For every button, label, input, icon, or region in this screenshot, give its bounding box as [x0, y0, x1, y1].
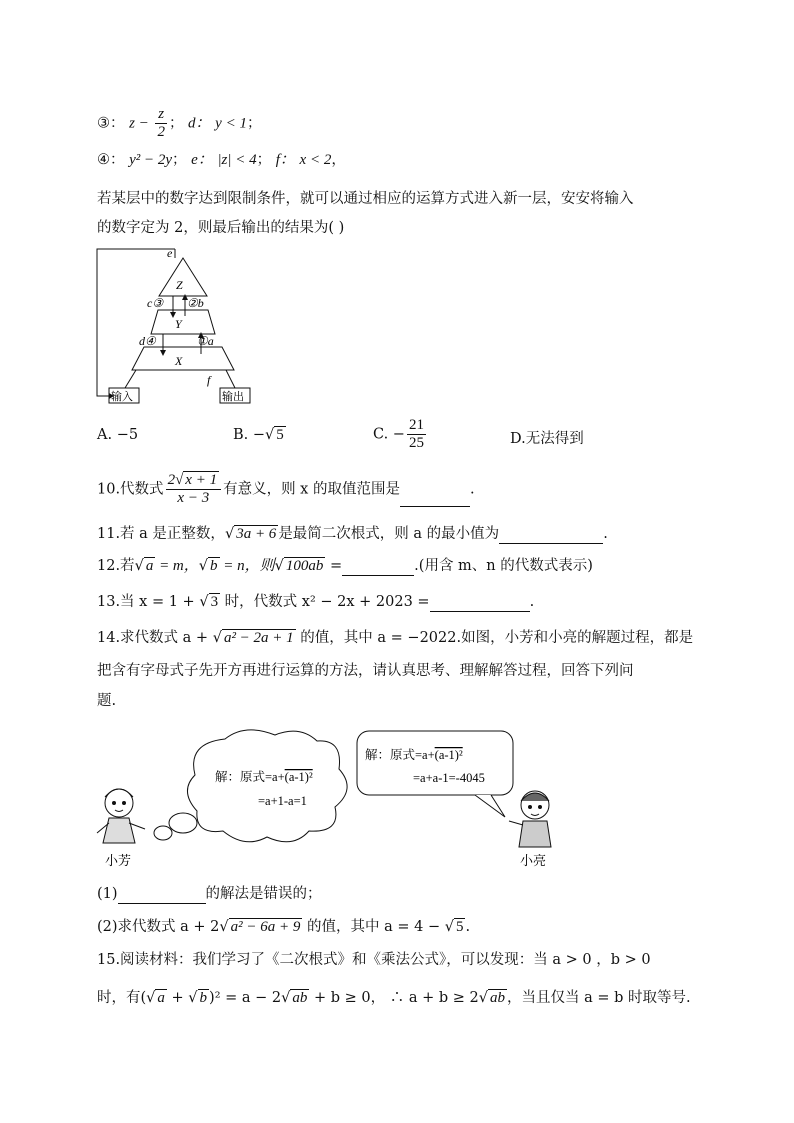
trapezoid-y [151, 310, 215, 334]
choice-c[interactable]: C. − $\frac{21}{25}$ [373, 417, 424, 451]
q14-line3: 题. [97, 693, 117, 709]
q15-line1: 15.阅读材料：我们学习了《二次根式》和《乘法公式》，可以发现：当 a > 0 ，b > 0 [97, 952, 651, 968]
q13: 13.当 x = 1 + √ 3 时，代数式 x² − 2x + 2023 = . [97, 594, 535, 610]
choice-a[interactable]: A. −5 [97, 427, 139, 443]
triangle-z [159, 258, 207, 296]
choice-b[interactable]: B. −√ 5 [233, 427, 284, 443]
answer-blank[interactable] [400, 491, 470, 507]
answer-blank[interactable] [499, 528, 603, 544]
label-c3: c③ [147, 296, 164, 310]
label-e: e [167, 246, 173, 260]
label-b2: ②b [187, 296, 204, 310]
q14-line2: 把含有字母式子先开方再进行运算的方法，请认真思考、理解解答过程，回答下列问 [97, 663, 634, 679]
left-solution-line2: =a+1-a=1 [258, 794, 307, 808]
left-solution-line1: 解：原式=a+(a-1)² [215, 770, 313, 784]
choice-d[interactable]: D.无法得到 [510, 431, 584, 447]
q9-text-line2: 的数字定为 2，则最后输出的结果为( ) [97, 220, 345, 236]
q14-part1: (1) 的解法是错误的； [97, 886, 322, 902]
label-xiaofang: 小芳 [105, 854, 132, 869]
solution-illustration [95, 725, 575, 875]
girl-figure [97, 789, 145, 843]
fraction: $\frac{z}{2}$ [157, 106, 165, 140]
label-z: Z [176, 278, 183, 292]
rule-3: ③： z − $\frac{z}{2}$ ； d： y < 1； [97, 106, 262, 140]
right-solution-line1: 解：原式=a+(a-1)² [365, 748, 463, 762]
boy-figure [509, 791, 551, 847]
answer-blank[interactable] [430, 596, 530, 612]
return-line [97, 249, 175, 396]
answer-blank[interactable] [118, 888, 206, 904]
q11: 11.若 a 是正整数，√ 3a + 6 是最简二次根式，则 a 的最小值为 . [97, 526, 608, 542]
q14-part2: (2)求代数式 a + 2√ a² − 6a + 9 的值，其中 a = 4 − √ 5 . [97, 919, 471, 935]
thought-cloud [187, 730, 347, 842]
right-solution-line2: =a+a-1=-4045 [413, 771, 485, 785]
pyramid-flow-diagram [95, 246, 255, 408]
q10: 10.代数式 $\frac{2√ x + 1}{x - 3}$ 有意义，则 x 的取值范围是 . [97, 472, 475, 506]
q14-line1: 14.求代数式 a + √ a² − 2a + 1 的值，其中 a = −2022.如图，小芳和小亮的解题过程，都是 [97, 630, 694, 646]
q9-text-line1: 若某层中的数字达到限制条件，就可以通过相应的运算方式进入新一层，安安将输入 [97, 191, 634, 207]
label-xiaoliang: 小亮 [520, 854, 547, 869]
output-label: 输出 [222, 390, 244, 403]
label-a1: ①a [197, 334, 214, 348]
label-y: Y [175, 317, 182, 331]
label-d4: d④ [139, 334, 156, 348]
label-f: f [207, 373, 211, 387]
speech-bubble [357, 731, 513, 795]
trapezoid-x [132, 347, 234, 370]
label-x: X [175, 354, 183, 368]
q15-line2: 时，有(√ a + √ b )² = a − 2√ ab + b ≥ 0， ∴ a + b ≥ 2√ ab ，当且仅当 a = b 时取等号. [97, 990, 691, 1006]
input-label: 输入 [111, 390, 133, 403]
answer-blank[interactable] [342, 560, 414, 576]
rule-4: ④： y² − 2y； e： |z| < 4； f： x < 2， [97, 152, 346, 168]
q12: 12.若√ a = m，√ b = n，则√ 100ab = .(用含 m、n 的代数式表示) [97, 558, 593, 574]
